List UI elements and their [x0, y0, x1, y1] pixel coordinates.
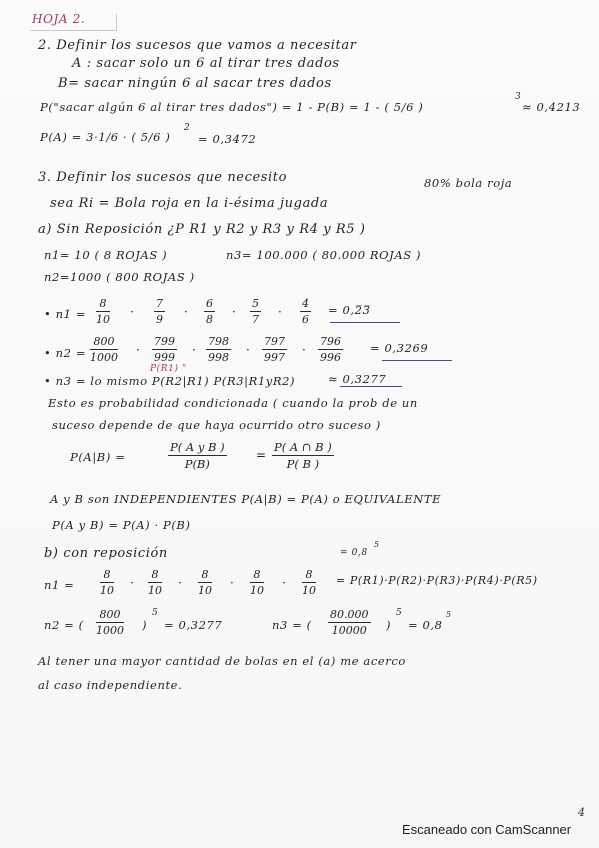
p2-event-b: B= sacar ningún 6 al sacar tres dados: [58, 76, 332, 91]
row2-label: • n2 =: [44, 346, 87, 360]
p3-title: 3. Definir los sucesos que necesito: [38, 170, 288, 185]
b3-close-paren: ): [386, 618, 392, 632]
mult-dot: ·: [232, 305, 236, 319]
result-underline: [382, 360, 452, 361]
b3-result-exp: 5: [446, 610, 452, 619]
p3-n1-def: n1= 10 ( 8 ROJAS ): [44, 248, 168, 262]
b1-result: = P(R1)·P(R2)·P(R3)·P(R4)·P(R5): [336, 574, 538, 587]
b1-frac-4: 8 10: [250, 568, 264, 597]
p2-pa-result: = 0,3472: [198, 132, 257, 146]
formula-frac-1: P( A y B ) P(B): [170, 440, 225, 471]
b1-annotation-exp: 5: [374, 540, 380, 549]
conclusion-line-2: al caso independiente.: [38, 678, 183, 692]
b2-label: n2 = (: [44, 618, 84, 632]
row1-label: • n1 =: [44, 307, 87, 321]
p3-n3-def: n3= 100.000 ( 80.000 ROJAS ): [226, 248, 422, 262]
p2-prob-result: ≈ 0,4213: [522, 100, 581, 114]
scanner-watermark: Escaneado con CamScanner: [402, 822, 572, 837]
row2-frac-4: 797 997: [264, 335, 285, 364]
b2-frac: 800 1000: [96, 608, 124, 637]
b3-result: = 0,8: [408, 618, 443, 632]
mult-dot: ·: [192, 343, 196, 357]
row1-frac-5: 4 6: [302, 297, 309, 326]
independence-line: A y B son INDEPENDIENTES P(A|B) = P(A) o EQUIVALENTE: [50, 492, 442, 506]
mult-dot: ·: [178, 576, 182, 590]
p3-part-a: a) Sin Reposición ¿P R1 y R2 y R3 y R4 y R5 ): [38, 222, 366, 237]
p2-event-a: A : sacar solo un 6 al tirar tres dados: [72, 56, 340, 71]
row2-frac-5: 796 996: [320, 335, 341, 364]
row1-frac-2: 7 9: [156, 297, 163, 326]
row3-line: • n3 = lo mismo P(R2|R1) P(R3|R1yR2): [44, 374, 296, 388]
p3-note: 80% bola roja: [424, 176, 513, 190]
b3-exp: 5: [396, 608, 403, 618]
formula-frac-2: P( A ∩ B ) P( B ): [274, 440, 332, 471]
p2-pa-exp: 2: [184, 123, 191, 133]
b1-frac-3: 8 10: [198, 568, 212, 597]
p3-n2-def: n2=1000 ( 800 ROJAS ): [44, 270, 195, 284]
row2-frac-1: 800 1000: [90, 335, 118, 364]
row3-result: ≈ 0,3277: [328, 372, 387, 386]
row3-annotation: P(R1) ": [150, 364, 187, 374]
result-underline: [330, 322, 400, 323]
b2-exp: 5: [152, 608, 159, 618]
result-underline: [340, 386, 402, 387]
mult-dot: ·: [278, 305, 282, 319]
row2-frac-2: 799 999: [154, 335, 175, 364]
p2-pa-line: P(A) = 3·1/6 · ( 5/6 ): [40, 130, 171, 144]
conditional-line-1: Esto es probabilidad condicionada ( cuando la prob de un: [48, 396, 418, 410]
independence-eq: P(A y B) = P(A) · P(B): [52, 518, 191, 532]
row2-frac-3: 798 998: [208, 335, 229, 364]
mult-dot: ·: [130, 305, 134, 319]
p3-definition: sea Ri = Bola roja en la i-ésima jugada: [50, 196, 329, 211]
mult-dot: ·: [230, 576, 234, 590]
mult-dot: ·: [136, 343, 140, 357]
p2-title: 2. Definir los sucesos que vamos a necesitar: [38, 38, 357, 53]
formula-lhs: P(A|B) =: [70, 450, 126, 464]
p2-prob-exp: 3: [515, 92, 522, 102]
row1-result: = 0,2̅3̅: [328, 303, 371, 317]
b3-frac: 80.000 10000: [330, 608, 369, 637]
b1-frac-1: 8 10: [100, 568, 114, 597]
b1-frac-5: 8 10: [302, 568, 316, 597]
row2-result: = 0,3269: [370, 341, 429, 355]
page-number: 4: [578, 806, 585, 819]
b2-close-paren: ): [142, 618, 148, 632]
conditional-line-2: suceso depende de que haya ocurrido otro suceso ): [52, 418, 381, 432]
p3-part-b: b) con reposición: [44, 546, 168, 561]
b1-annotation: = 0,8: [340, 548, 368, 558]
b1-label: n1 =: [44, 578, 75, 592]
row1-frac-4: 5 7: [252, 297, 259, 326]
b3-label: n3 = (: [272, 618, 312, 632]
mult-dot: ·: [246, 343, 250, 357]
mult-dot: ·: [282, 576, 286, 590]
formula-eq: =: [256, 448, 267, 462]
b2-result: = 0,3277: [164, 618, 223, 632]
mult-dot: ·: [302, 343, 306, 357]
conclusion-line-1: Al tener una mayor cantidad de bolas en el (a) me acerco: [38, 654, 406, 668]
row1-frac-3: 6 8: [206, 297, 213, 326]
mult-dot: ·: [130, 576, 134, 590]
p2-prob-line: P("sacar algún 6 al tirar tres dados") = 1 - P(B) = 1 - ( 5/6 ): [40, 100, 424, 114]
b1-frac-2: 8 10: [148, 568, 162, 597]
row1-frac-1: 8 10: [96, 297, 110, 326]
mult-dot: ·: [184, 305, 188, 319]
sheet-heading: HOJA 2.: [32, 12, 86, 26]
